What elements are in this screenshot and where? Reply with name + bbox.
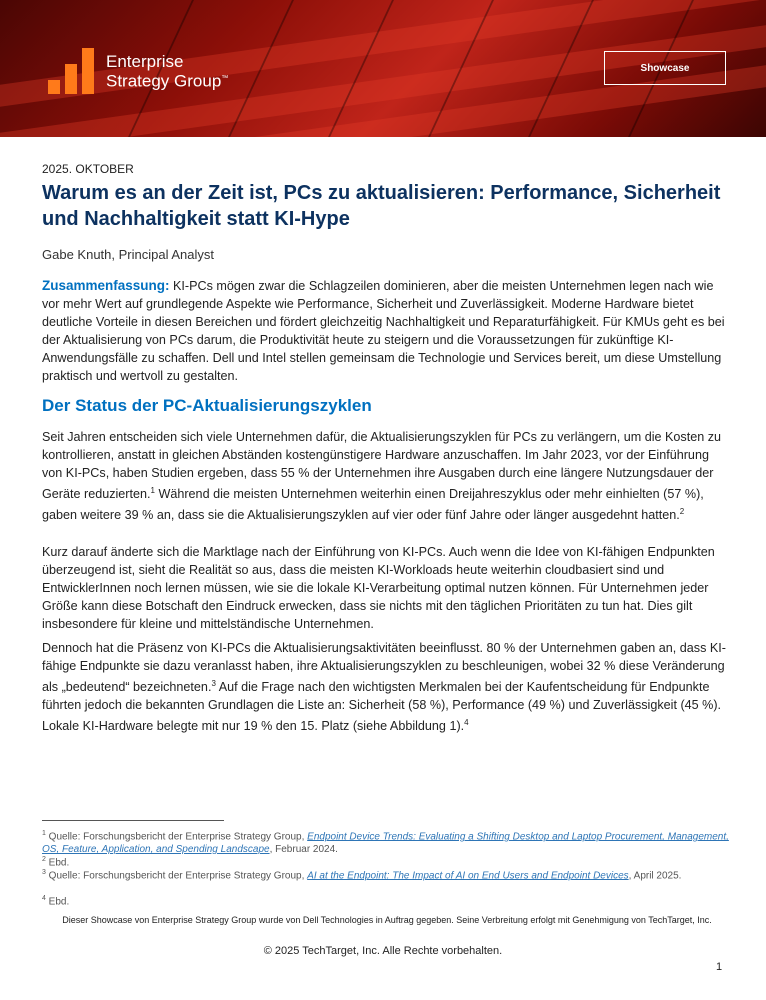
footnote-1: $^1$ Quelle: Forschungsbericht der Enterprise Strategy Group, Endpoint Device Trends: Evaluating a Shifting Desktop and Laptop Procurement, Management, OS, Feature, Application, and Spending Landscape, Februar 2024. (42, 830, 729, 855)
copyright: © 2025 TechTarget, Inc. Alle Rechte vorbehalten. (263, 945, 503, 957)
logo-wordmark (106, 53, 228, 90)
banner-decoration (328, 0, 394, 137)
disclaimer: Dieser Showcase von Enterprise Strategy Group wurde von Dell Technologies in Auftrag gegeben. Seine Verbreitung erfolgt mit Genehmigung von TechTarget, Inc. (62, 915, 712, 925)
footnote-1-link[interactable]: Endpoint Device Trends: Evaluating a Shifting Desktop and Laptop Procurement, Management, OS, Feature, Application, and Spending Landscape (42, 831, 729, 855)
author: Gabe Knuth, Principal Analyst (42, 247, 214, 262)
section-heading: Der Status der PC-Aktualisierungszyklen (42, 396, 372, 415)
footnote-4: $^4$ Ebd. (42, 895, 70, 908)
esg-logo-icon (48, 48, 96, 94)
body-paragraph-2: Kurz darauf änderte sich die Marktlage nach der Einführung von KI-PCs. Auch wenn die Idee von KI-fähigen Endpunkten überzeugend ist, sieht die Realität so aus, dass die meisten KI-Workloads heute weiterhin cloudbasiert sind und EntwicklerInnen noch lernen müssen, wie sie die lokale KI-Verarbeitung optimal nutzen können. Für Unternehmen jeder Größe kann diese Botschaft den Eindruck erwecken, dass sie nichts mit den täglichen Prioritäten zu tun hat. Dies gilt insbesondere für kleine und mittelständische Unternehmen. (42, 545, 715, 631)
body-paragraph-3: Dennoch hat die Präsenz von KI-PCs die Aktualisierungsaktivitäten beeinflusst. 80 % der Unternehmen gaben an, dass KI-fähige Endpunkte sie dazu veranlasst haben, ihre Aktualisierungszyklen zu beschleunigen, wobei 32 % diese Veränderung als „bedeutend“ bezeichneten.$^3$ Auf die Frage nach den wichtigsten Merkmalen bei der Kaufentscheidung für Endpunkte führten jedoch die bekannten Grundlagen die Liste an: Sicherheit (58 %), Performance (49 %) und Zuverlässigkeit (45 %). Lokale KI-Hardware belegte mit nur 19 % den 15. Platz (siehe Abbildung 1).$^4$ (42, 641, 726, 734)
body-paragraph-1: Seit Jahren entscheiden sich viele Unternehmen dafür, die Aktualisierungszyklen für PCs zu verlängern, um die Kosten zu kontrollieren, anstatt in gleichen Abständen kostengünstigere Hardware anzuschaffen. Im Jahr 2023, vor der Einführung von KI-PCs, haben Studien ergeben, dass 55 % der Unternehmen ihre Ausgaben durch eine längere Nutzungsdauer der Geräte reduzierten.$^1$ Während die meisten Unternehmen weiterhin einen Dreijahreszyklus oder mehr einhielten (57 %), gaben weitere 39 % an, dass sie die Aktualisierungszyklen auf vier oder fünf Jahre oder länger ausgedehnt hatten.$^2$ (42, 430, 722, 523)
footnote-3-link[interactable]: AI at the Endpoint: The Impact of AI on End Users and Endpoint Devices (307, 870, 629, 882)
footnote-ref[interactable]: 2 (679, 507, 685, 517)
summary-text: KI-PCs mögen zwar die Schlagzeilen dominieren, aber die meisten Unternehmen legen nach wie vor mehr Wert auf grundlegende Aspekte wie Performance, Sicherheit und Zuverlässigkeit. Moderne Hardware bietet deutliche Vorteile in diesen Bereichen und fördert gleichzeitig Nachhaltigkeit und Reparaturfähigkeit. Für KMUs geht es bei der Aktualisierung von PCs darum, die Produktivität heute zu steigern und die Voraussetzungen für zukünftige KI-Anwendungsfälle zu schaffen. Dell und Intel stellen gemeinsam die Technologie und Services bereit, um diese Umstellung praktisch und wertvoll zu gestalten. (42, 279, 725, 383)
footnote-3: $^3$ Quelle: Forschungsbericht der Enterprise Strategy Group, AI at the Endpoint: The Impact of AI on End Users and Endpoint Devices, April 2025. (42, 869, 682, 882)
footnote-ref[interactable]: 1 (150, 486, 155, 495)
page-number: 1 (716, 961, 723, 973)
summary-paragraph (42, 277, 732, 385)
publication-date: 2025. OKTOBER (42, 162, 134, 176)
footnote-divider (42, 820, 224, 821)
logo-line1: Enterprise (106, 52, 184, 71)
header-banner (0, 0, 766, 137)
footnote-ref[interactable]: 4 (464, 718, 469, 728)
page-title: Warum es an der Zeit ist, PCs zu aktualisieren: Performance, Sicherheit und Nachhaltigkeit statt KI-Hype (42, 182, 721, 230)
logo-line2: Strategy Group™ (106, 71, 229, 91)
footnote-2: $^2$ Ebd. (42, 856, 70, 869)
footnote-ref[interactable]: 3 (211, 679, 216, 688)
summary-lead: Zusammenfassung: (42, 278, 170, 293)
showcase-badge: Showcase (604, 51, 726, 85)
